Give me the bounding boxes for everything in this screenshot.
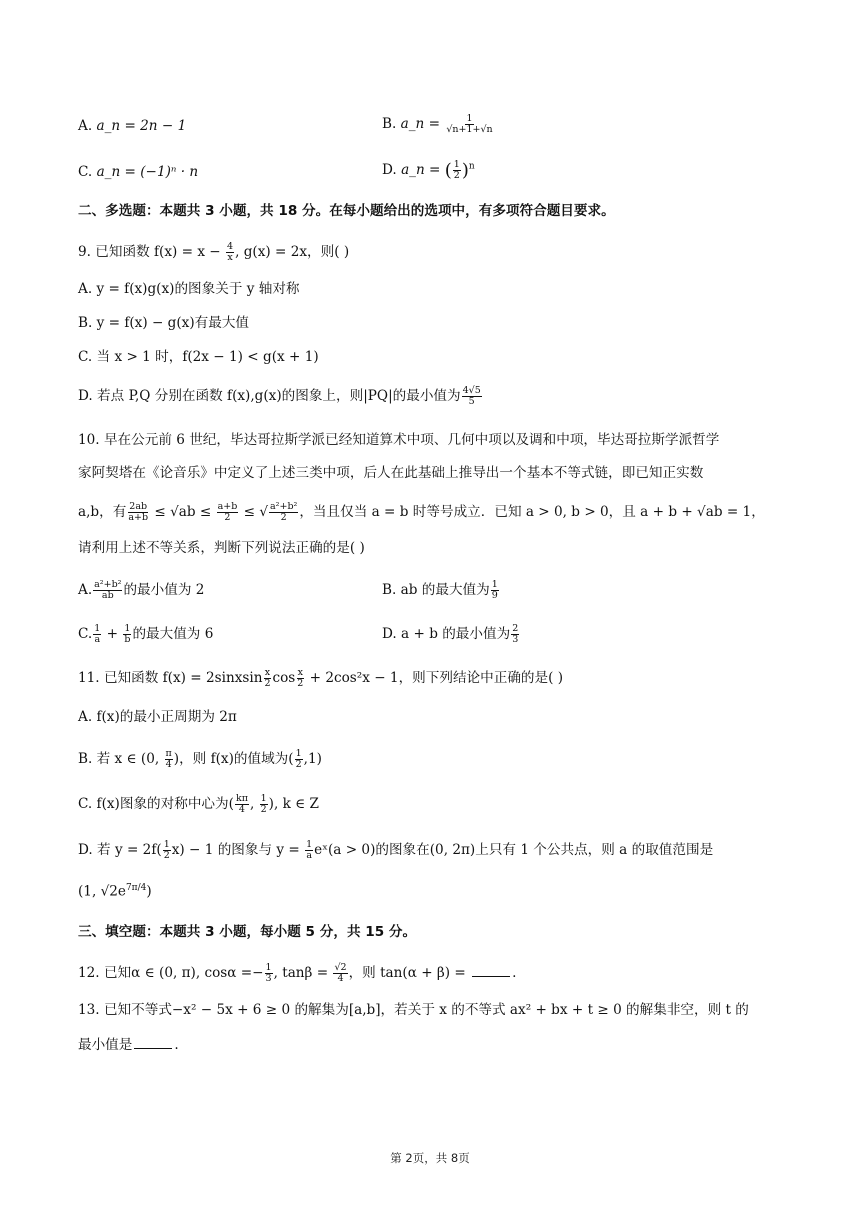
q9-stem: 9. 已知函数 f(x) = x − $\frac{4}{x}$ , g(x) = 2x，则( ) — [78, 241, 350, 263]
q9-option-b: B. y = f(x) − g(x)有最大值 — [78, 315, 250, 331]
q13-stem-line1: 13. 已知不等式−x² − 5x + 6 ≥ 0 的解集为[a,b]，若关于 x 的不等式 ax² + bx + t ≥ 0 的解集非空，则 t 的 — [78, 1002, 749, 1018]
q11-option-b: B. 若 x ∈ (0, $\frac{\pi}{4}$ )，则 f(x)的值域为( $\frac{1}{2}$ ,1) — [78, 748, 322, 770]
q10-option-a: A. $\frac{\text{a²+b²}}{ab}$ 的最小值为 2 — [78, 579, 205, 601]
section-heading-multiple-choice: 二、多选题：本题共 3 小题，共 18 分。在每小题给出的选项中，有多项符合题目要求。 — [78, 203, 615, 219]
q9-option-d: D. 若点 P,Q 分别在函数 f(x),g(x)的图象上，则|PQ|的最小值为 $\frac{4√5}{5}$ — [78, 385, 481, 407]
q10-stem-line2: 家阿契塔在《论音乐》中定义了上述三类中项，后人在此基础上推导出一个基本不等式链，即已知正实数 — [78, 465, 704, 481]
q11-stem: 11. 已知函数 f(x) = 2sinxsin $\frac{x}{2}$ cos $\frac{x}{2}$ + 2cos²x − 1，则下列结论中正确的是( ) — [78, 667, 564, 689]
q12-answer-blank — [472, 976, 510, 977]
q10-stem-line3: a,b，有 $\frac{2ab}{a+b}$ ≤ √ab ≤ $\frac{a+b}{2}$ ≤ √ $\frac{\text{a²+b²}}{2}$ ，当且仅当 a = b 时等号成立．已知 a > 0, b > 0，且 a + b + √ab = 1， — [78, 501, 765, 523]
q10-stem-line1: 10. 早在公元前 6 世纪，毕达哥拉斯学派已经知道算术中项、几何中项以及调和中项，毕达哥拉斯学派哲学 — [78, 432, 720, 448]
q13-answer-blank — [134, 1048, 172, 1049]
q12-stem: 12. 已知α ∈ (0, π), cosα =− $\frac{1}{3}$ , tanβ = $\frac{√2}{4}$ ，则 tan(α + β) = . — [78, 962, 517, 984]
q13-stem-line2: 最小值是 . — [78, 1037, 179, 1053]
q8-option-a: A. a_n = 2n − 1 — [78, 118, 187, 134]
q11-option-c: C. f(x)图象的对称中心为( $\frac{k\pi}{4}$ , $\frac{1}{2}$ ), k ∈ Z — [78, 793, 319, 815]
q10-option-b: B. ab 的最大值为 $\frac{1}{9}$ — [382, 579, 498, 601]
q9-option-c: C. 当 x > 1 时，f(2x − 1) < g(x + 1) — [78, 349, 319, 365]
q10-option-d: D. a + b 的最小值为 $\frac{2}{3}$ — [382, 623, 519, 645]
q11-option-a: A. f(x)的最小正周期为 2π — [78, 709, 237, 725]
page-footer: 第 2页，共 8页 — [390, 1151, 470, 1165]
q11-option-d-range: (1, $√2e^{7\pi/4}$) — [78, 883, 152, 900]
q8-option-b: B. a_n = $\frac{1}{√n+1+√n}$ — [382, 113, 493, 135]
q10-option-c: C. $\frac{1}{a}$ + $\frac{1}{b}$ 的最大值为 6 — [78, 623, 214, 645]
q11-option-d: D. 若 y = 2f( $\frac{1}{2}$ x) − 1 的图象与 y = $\frac{1}{a}$ eˣ(a > 0)的图象在(0, 2π)上只有 1 个公共点，则 a 的取值范围是 — [78, 839, 714, 861]
q8-option-d: D. a_n = ( $\frac{1}{2}$ )$^n$ — [382, 159, 475, 181]
q9-option-a: A. y = f(x)g(x)的图象关于 y 轴对称 — [78, 281, 300, 297]
section-heading-fill-in: 三、填空题：本题共 3 小题，每小题 5 分，共 15 分。 — [78, 924, 417, 940]
q10-stem-line4: 请利用上述不等关系，判断下列说法正确的是( ) — [78, 540, 365, 556]
q8-option-c: C. a_n = (−1)ⁿ · n — [78, 164, 199, 180]
